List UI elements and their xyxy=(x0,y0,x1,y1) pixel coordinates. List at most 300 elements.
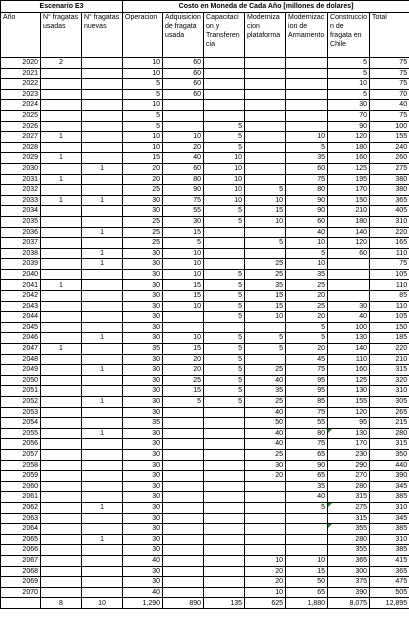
table-cell[interactable]: 315 xyxy=(328,492,370,503)
table-cell[interactable]: 380 xyxy=(370,174,409,185)
table-cell[interactable] xyxy=(41,121,82,132)
table-cell[interactable] xyxy=(163,481,204,492)
table-cell[interactable] xyxy=(41,428,82,439)
year-cell[interactable]: 2068 xyxy=(1,566,41,577)
table-cell[interactable] xyxy=(204,534,245,545)
table-cell[interactable]: 30 xyxy=(123,524,163,535)
table-cell[interactable]: 1 xyxy=(41,195,82,206)
table-cell[interactable]: 1 xyxy=(41,174,82,185)
year-cell[interactable]: 2045 xyxy=(1,322,41,333)
table-cell[interactable]: 90 xyxy=(163,185,204,196)
table-cell[interactable]: 75 xyxy=(370,110,409,121)
table-cell[interactable] xyxy=(82,89,123,100)
table-cell[interactable]: 70 xyxy=(328,110,370,121)
table-cell[interactable]: 25 xyxy=(123,216,163,227)
table-cell[interactable]: 1 xyxy=(82,502,123,513)
table-cell[interactable] xyxy=(82,386,123,397)
table-cell[interactable]: 5 xyxy=(204,354,245,365)
year-cell[interactable]: 2044 xyxy=(1,312,41,323)
table-cell[interactable]: 25 xyxy=(123,227,163,238)
table-cell[interactable] xyxy=(41,524,82,535)
table-cell[interactable]: 5 xyxy=(123,79,163,90)
table-cell[interactable]: 25 xyxy=(245,449,286,460)
table-cell[interactable]: 305 xyxy=(370,397,409,408)
table-cell[interactable]: 90 xyxy=(328,121,370,132)
table-cell[interactable]: 120 xyxy=(328,238,370,249)
table-cell[interactable] xyxy=(82,418,123,429)
table-cell[interactable]: 15 xyxy=(163,344,204,355)
table-cell[interactable] xyxy=(163,312,204,323)
table-cell[interactable] xyxy=(41,354,82,365)
table-cell[interactable] xyxy=(163,587,204,598)
table-cell[interactable]: 35 xyxy=(245,280,286,291)
table-cell[interactable] xyxy=(82,301,123,312)
table-cell[interactable]: 20 xyxy=(245,577,286,588)
table-cell[interactable] xyxy=(245,174,286,185)
table-cell[interactable] xyxy=(41,375,82,386)
table-cell[interactable]: 10 xyxy=(245,216,286,227)
table-cell[interactable]: 10 xyxy=(163,132,204,143)
table-cell[interactable] xyxy=(328,291,370,302)
table-cell[interactable] xyxy=(82,153,123,164)
table-cell[interactable]: 105 xyxy=(370,312,409,323)
table-cell[interactable] xyxy=(245,248,286,259)
year-cell[interactable]: 2060 xyxy=(1,481,41,492)
table-cell[interactable]: 155 xyxy=(370,132,409,143)
table-cell[interactable]: 50 xyxy=(286,577,328,588)
table-cell[interactable] xyxy=(163,555,204,566)
table-cell[interactable] xyxy=(204,322,245,333)
table-cell[interactable] xyxy=(41,587,82,598)
table-cell[interactable]: 240 xyxy=(370,142,409,153)
table-cell[interactable]: 10 xyxy=(123,100,163,111)
table-cell[interactable]: 95 xyxy=(286,375,328,386)
table-cell[interactable] xyxy=(82,449,123,460)
table-cell[interactable]: 20 xyxy=(286,312,328,323)
table-cell[interactable]: 90 xyxy=(286,460,328,471)
table-cell[interactable]: 10 xyxy=(245,555,286,566)
table-cell[interactable] xyxy=(286,68,328,79)
table-cell[interactable]: 30 xyxy=(123,248,163,259)
table-cell[interactable]: 25 xyxy=(245,269,286,280)
table-cell[interactable]: 110 xyxy=(370,301,409,312)
table-cell[interactable] xyxy=(286,524,328,535)
table-cell[interactable]: 5 xyxy=(163,397,204,408)
table-cell[interactable] xyxy=(245,110,286,121)
table-cell[interactable]: 215 xyxy=(370,418,409,429)
table-cell[interactable]: 15 xyxy=(163,227,204,238)
table-cell[interactable]: 355 xyxy=(328,545,370,556)
table-cell[interactable]: 75 xyxy=(370,79,409,90)
table-cell[interactable] xyxy=(245,142,286,153)
table-cell[interactable] xyxy=(204,524,245,535)
table-cell[interactable]: 105 xyxy=(370,269,409,280)
table-cell[interactable]: 5 xyxy=(245,333,286,344)
year-cell[interactable]: 2055 xyxy=(1,428,41,439)
table-cell[interactable]: 40 xyxy=(245,407,286,418)
table-cell[interactable] xyxy=(41,397,82,408)
year-cell[interactable]: 2061 xyxy=(1,492,41,503)
table-cell[interactable]: 5 xyxy=(204,365,245,376)
table-cell[interactable]: 20 xyxy=(123,163,163,174)
table-cell[interactable]: 25 xyxy=(245,365,286,376)
table-cell[interactable]: 140 xyxy=(328,227,370,238)
table-cell[interactable]: 315 xyxy=(328,513,370,524)
year-cell[interactable]: 2041 xyxy=(1,280,41,291)
table-cell[interactable]: 125 xyxy=(328,375,370,386)
table-cell[interactable] xyxy=(82,185,123,196)
table-cell[interactable]: 10 xyxy=(286,555,328,566)
table-cell[interactable]: 150 xyxy=(328,195,370,206)
table-cell[interactable] xyxy=(82,354,123,365)
year-cell[interactable]: 2029 xyxy=(1,153,41,164)
table-cell[interactable]: 195 xyxy=(328,174,370,185)
total-cell[interactable]: 10 xyxy=(82,598,123,609)
table-cell[interactable]: 380 xyxy=(370,185,409,196)
table-cell[interactable] xyxy=(82,513,123,524)
table-cell[interactable] xyxy=(41,471,82,482)
table-cell[interactable]: 1 xyxy=(82,259,123,270)
table-cell[interactable] xyxy=(82,121,123,132)
table-cell[interactable]: 140 xyxy=(328,344,370,355)
table-cell[interactable] xyxy=(41,259,82,270)
table-cell[interactable] xyxy=(163,513,204,524)
table-cell[interactable]: 375 xyxy=(328,577,370,588)
table-cell[interactable]: 30 xyxy=(123,312,163,323)
table-cell[interactable] xyxy=(245,132,286,143)
table-cell[interactable]: 5 xyxy=(204,312,245,323)
table-cell[interactable] xyxy=(41,418,82,429)
table-cell[interactable]: 1 xyxy=(41,153,82,164)
table-cell[interactable]: 5 xyxy=(286,248,328,259)
table-cell[interactable] xyxy=(328,269,370,280)
year-cell[interactable]: 2069 xyxy=(1,577,41,588)
table-cell[interactable] xyxy=(286,534,328,545)
table-cell[interactable]: 10 xyxy=(245,195,286,206)
table-cell[interactable] xyxy=(82,492,123,503)
table-cell[interactable]: 40 xyxy=(286,492,328,503)
table-cell[interactable]: 315 xyxy=(370,365,409,376)
table-cell[interactable] xyxy=(286,100,328,111)
table-cell[interactable] xyxy=(163,471,204,482)
table-cell[interactable] xyxy=(41,100,82,111)
table-cell[interactable] xyxy=(204,58,245,69)
table-cell[interactable]: 5 xyxy=(204,375,245,386)
table-cell[interactable]: 75 xyxy=(286,439,328,450)
table-cell[interactable]: 310 xyxy=(370,386,409,397)
table-cell[interactable] xyxy=(41,142,82,153)
table-cell[interactable]: 345 xyxy=(370,513,409,524)
table-cell[interactable]: 180 xyxy=(328,216,370,227)
table-cell[interactable]: 5 xyxy=(204,301,245,312)
table-cell[interactable] xyxy=(82,238,123,249)
year-cell[interactable]: 2065 xyxy=(1,534,41,545)
table-cell[interactable]: 130 xyxy=(328,428,370,439)
table-cell[interactable] xyxy=(245,58,286,69)
table-cell[interactable]: 10 xyxy=(123,132,163,143)
table-cell[interactable] xyxy=(41,312,82,323)
table-cell[interactable]: 20 xyxy=(286,344,328,355)
table-cell[interactable]: 280 xyxy=(328,481,370,492)
year-cell[interactable]: 2020 xyxy=(1,58,41,69)
table-cell[interactable]: 270 xyxy=(328,471,370,482)
year-cell[interactable]: 2057 xyxy=(1,449,41,460)
table-cell[interactable]: 35 xyxy=(123,344,163,355)
total-cell[interactable]: 12,895 xyxy=(370,598,409,609)
table-cell[interactable]: 5 xyxy=(245,344,286,355)
year-cell[interactable]: 2053 xyxy=(1,407,41,418)
table-cell[interactable]: 160 xyxy=(328,365,370,376)
table-cell[interactable]: 35 xyxy=(286,481,328,492)
table-cell[interactable]: 405 xyxy=(370,206,409,217)
table-cell[interactable] xyxy=(82,68,123,79)
table-cell[interactable]: 180 xyxy=(328,142,370,153)
table-cell[interactable]: 260 xyxy=(370,153,409,164)
table-cell[interactable]: 10 xyxy=(204,174,245,185)
table-cell[interactable]: 90 xyxy=(286,206,328,217)
year-cell[interactable]: 2038 xyxy=(1,248,41,259)
table-cell[interactable]: 210 xyxy=(328,206,370,217)
table-cell[interactable] xyxy=(82,216,123,227)
table-cell[interactable] xyxy=(163,577,204,588)
table-cell[interactable] xyxy=(328,280,370,291)
table-cell[interactable]: 275 xyxy=(328,502,370,513)
year-cell[interactable]: 2064 xyxy=(1,524,41,535)
table-cell[interactable]: 385 xyxy=(370,492,409,503)
table-cell[interactable]: 80 xyxy=(286,428,328,439)
table-cell[interactable]: 315 xyxy=(370,439,409,450)
table-cell[interactable]: 5 xyxy=(123,89,163,100)
table-cell[interactable] xyxy=(41,481,82,492)
table-cell[interactable]: 10 xyxy=(204,163,245,174)
table-cell[interactable]: 70 xyxy=(370,89,409,100)
table-cell[interactable] xyxy=(41,89,82,100)
table-cell[interactable]: 275 xyxy=(370,163,409,174)
total-cell[interactable]: 8 xyxy=(41,598,82,609)
table-cell[interactable]: 5 xyxy=(286,322,328,333)
table-cell[interactable]: 130 xyxy=(328,333,370,344)
table-cell[interactable]: 505 xyxy=(370,587,409,598)
table-cell[interactable] xyxy=(245,322,286,333)
year-cell[interactable]: 2025 xyxy=(1,110,41,121)
table-cell[interactable]: 5 xyxy=(123,110,163,121)
table-cell[interactable] xyxy=(41,269,82,280)
table-cell[interactable]: 130 xyxy=(328,386,370,397)
table-cell[interactable]: 55 xyxy=(286,418,328,429)
table-cell[interactable]: 10 xyxy=(245,587,286,598)
table-cell[interactable]: 75 xyxy=(163,195,204,206)
table-cell[interactable]: 365 xyxy=(370,195,409,206)
table-cell[interactable]: 5 xyxy=(204,269,245,280)
year-cell[interactable]: 2067 xyxy=(1,555,41,566)
table-cell[interactable]: 440 xyxy=(370,460,409,471)
table-cell[interactable]: 110 xyxy=(328,354,370,365)
table-cell[interactable] xyxy=(41,333,82,344)
year-cell[interactable]: 2037 xyxy=(1,238,41,249)
table-cell[interactable] xyxy=(245,100,286,111)
total-cell[interactable]: 135 xyxy=(204,598,245,609)
table-cell[interactable] xyxy=(82,524,123,535)
table-cell[interactable]: 75 xyxy=(370,259,409,270)
table-cell[interactable]: 15 xyxy=(286,566,328,577)
table-cell[interactable]: 415 xyxy=(370,555,409,566)
table-cell[interactable]: 30 xyxy=(123,333,163,344)
table-cell[interactable] xyxy=(204,248,245,259)
table-cell[interactable]: 55 xyxy=(163,206,204,217)
table-cell[interactable] xyxy=(82,566,123,577)
table-cell[interactable]: 30 xyxy=(123,513,163,524)
table-cell[interactable] xyxy=(82,344,123,355)
table-cell[interactable]: 10 xyxy=(163,248,204,259)
year-cell[interactable]: 2046 xyxy=(1,333,41,344)
table-cell[interactable]: 30 xyxy=(123,439,163,450)
table-cell[interactable]: 210 xyxy=(370,354,409,365)
table-cell[interactable] xyxy=(41,110,82,121)
table-cell[interactable] xyxy=(245,121,286,132)
table-cell[interactable] xyxy=(82,58,123,69)
table-cell[interactable]: 85 xyxy=(370,291,409,302)
table-cell[interactable] xyxy=(245,545,286,556)
table-cell[interactable] xyxy=(204,587,245,598)
table-cell[interactable]: 35 xyxy=(286,153,328,164)
table-cell[interactable] xyxy=(41,216,82,227)
year-cell[interactable]: 2070 xyxy=(1,587,41,598)
table-cell[interactable]: 80 xyxy=(163,174,204,185)
table-cell[interactable] xyxy=(41,513,82,524)
year-cell[interactable]: 2031 xyxy=(1,174,41,185)
table-cell[interactable] xyxy=(328,259,370,270)
table-cell[interactable]: 150 xyxy=(370,322,409,333)
table-cell[interactable]: 15 xyxy=(245,206,286,217)
table-cell[interactable]: 5 xyxy=(204,216,245,227)
total-cell[interactable]: 8,075 xyxy=(328,598,370,609)
year-cell[interactable]: 2051 xyxy=(1,386,41,397)
table-cell[interactable] xyxy=(163,322,204,333)
table-cell[interactable] xyxy=(245,481,286,492)
table-cell[interactable] xyxy=(41,227,82,238)
table-cell[interactable]: 75 xyxy=(286,365,328,376)
table-cell[interactable]: 40 xyxy=(123,587,163,598)
table-cell[interactable] xyxy=(286,79,328,90)
table-cell[interactable] xyxy=(245,89,286,100)
table-cell[interactable] xyxy=(82,460,123,471)
year-cell[interactable]: 2021 xyxy=(1,68,41,79)
table-cell[interactable] xyxy=(41,238,82,249)
table-cell[interactable] xyxy=(163,407,204,418)
table-cell[interactable] xyxy=(204,238,245,249)
table-cell[interactable]: 385 xyxy=(370,545,409,556)
table-cell[interactable]: 5 xyxy=(286,333,328,344)
table-cell[interactable] xyxy=(286,58,328,69)
table-cell[interactable]: 60 xyxy=(286,216,328,227)
table-cell[interactable]: 40 xyxy=(245,428,286,439)
table-cell[interactable]: 5 xyxy=(204,333,245,344)
table-cell[interactable] xyxy=(82,291,123,302)
table-cell[interactable]: 110 xyxy=(370,248,409,259)
year-cell[interactable]: 2034 xyxy=(1,206,41,217)
table-cell[interactable]: 320 xyxy=(370,375,409,386)
table-cell[interactable] xyxy=(245,492,286,503)
table-cell[interactable]: 40 xyxy=(245,439,286,450)
table-cell[interactable] xyxy=(41,407,82,418)
table-cell[interactable] xyxy=(204,545,245,556)
table-cell[interactable] xyxy=(82,142,123,153)
table-cell[interactable] xyxy=(245,163,286,174)
table-cell[interactable]: 30 xyxy=(123,471,163,482)
year-cell[interactable]: 2066 xyxy=(1,545,41,556)
table-cell[interactable] xyxy=(204,100,245,111)
table-cell[interactable]: 75 xyxy=(370,68,409,79)
table-cell[interactable]: 95 xyxy=(286,386,328,397)
table-cell[interactable]: 110 xyxy=(370,280,409,291)
table-cell[interactable]: 60 xyxy=(163,163,204,174)
table-cell[interactable] xyxy=(163,460,204,471)
table-cell[interactable] xyxy=(163,534,204,545)
table-cell[interactable]: 5 xyxy=(204,344,245,355)
table-cell[interactable] xyxy=(82,555,123,566)
table-cell[interactable]: 20 xyxy=(245,566,286,577)
table-cell[interactable] xyxy=(245,79,286,90)
table-cell[interactable]: 390 xyxy=(370,471,409,482)
table-cell[interactable] xyxy=(82,322,123,333)
year-cell[interactable]: 2056 xyxy=(1,439,41,450)
table-cell[interactable]: 60 xyxy=(163,68,204,79)
table-cell[interactable]: 35 xyxy=(123,418,163,429)
table-cell[interactable] xyxy=(41,545,82,556)
table-cell[interactable]: 30 xyxy=(123,545,163,556)
table-cell[interactable]: 10 xyxy=(163,333,204,344)
table-cell[interactable] xyxy=(41,322,82,333)
table-cell[interactable] xyxy=(41,577,82,588)
table-cell[interactable]: 120 xyxy=(328,407,370,418)
table-cell[interactable]: 10 xyxy=(204,153,245,164)
table-cell[interactable]: 25 xyxy=(123,185,163,196)
year-cell[interactable]: 2027 xyxy=(1,132,41,143)
table-cell[interactable] xyxy=(204,566,245,577)
table-cell[interactable]: 30 xyxy=(123,259,163,270)
table-cell[interactable]: 30 xyxy=(123,566,163,577)
table-cell[interactable]: 30 xyxy=(123,269,163,280)
table-cell[interactable]: 5 xyxy=(204,397,245,408)
table-cell[interactable]: 475 xyxy=(370,577,409,588)
year-cell[interactable]: 2062 xyxy=(1,502,41,513)
table-cell[interactable]: 1 xyxy=(82,428,123,439)
year-cell[interactable]: 2058 xyxy=(1,460,41,471)
table-cell[interactable]: 30 xyxy=(123,365,163,376)
table-cell[interactable] xyxy=(41,291,82,302)
table-cell[interactable]: 30 xyxy=(123,492,163,503)
year-cell[interactable]: 2049 xyxy=(1,365,41,376)
table-cell[interactable] xyxy=(163,439,204,450)
table-cell[interactable]: 60 xyxy=(328,248,370,259)
table-cell[interactable]: 280 xyxy=(328,534,370,545)
table-cell[interactable]: 60 xyxy=(163,79,204,90)
table-cell[interactable]: 25 xyxy=(245,259,286,270)
table-cell[interactable]: 20 xyxy=(286,291,328,302)
table-cell[interactable] xyxy=(41,566,82,577)
table-cell[interactable]: 85 xyxy=(286,397,328,408)
total-cell[interactable]: 1,290 xyxy=(123,598,163,609)
table-cell[interactable]: 5 xyxy=(286,502,328,513)
table-cell[interactable]: 75 xyxy=(286,174,328,185)
table-cell[interactable]: 5 xyxy=(328,58,370,69)
year-cell[interactable]: 2035 xyxy=(1,216,41,227)
table-cell[interactable]: 30 xyxy=(123,195,163,206)
table-cell[interactable]: 30 xyxy=(123,577,163,588)
table-cell[interactable]: 25 xyxy=(286,280,328,291)
table-cell[interactable] xyxy=(41,301,82,312)
table-cell[interactable]: 90 xyxy=(286,195,328,206)
